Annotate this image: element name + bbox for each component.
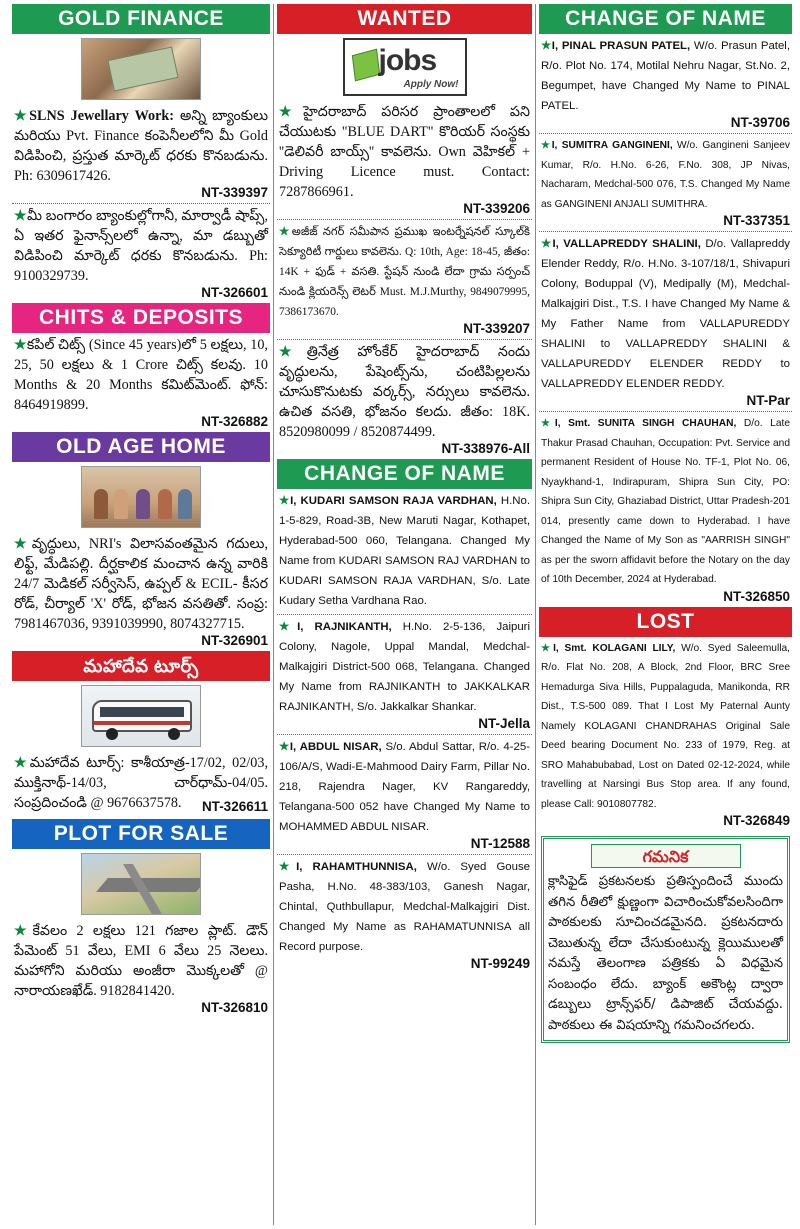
classified-ad: ★త్రినేత్ర హోంకేర్ హైదరాబాద్ నందు వృద్ధులను, పేషెంట్స్‌ను, చంటిపిల్లలను చూసుకొనుటకు వర్కర్స్, నర్సులు కావలెను. ఉచిత వసతి, భోజనం కలదు. జీతం: 18K. 8520980099 / 8520874499. — [279, 344, 530, 440]
section-header-chits: CHITS & DEPOSITS — [12, 303, 270, 333]
ad-code: NT-326901 — [201, 633, 268, 648]
star-icon: ★ — [279, 741, 290, 753]
classified-ad: ★I, Smt. SUNITA SINGH CHAUHAN, D/o. Late Thakur Prasad Chauhan, Occupation: Pvt. Service and permanent Resident of House No. TF-1, Plot No. 06, Nyaykhand-1, Indirapuram, Shipra Sun City, PO: Shipra Sun City, Ghaziabad District, Uttar Pradesh-201 014, presently came down to Hyderabad. I have Changed the Name of My Son as "AARRISH SINGH" as per the sworn affidavit before the Notary on the day of 10th December, 2024 at Hyderabad. — [541, 418, 790, 585]
classified-ad: ★I, KUDARI SAMSON RAJA VARDHAN, H.No. 1-5-829, Road-3B, New Maruti Nagar, Kothapet, Hyderabad-500 060, Telangana. Changed My Name from KUDARI SAMSON RAJ VARDHAN to KUDARI SAMSON RAJA VARDHAN, S/o. Late Kudary Setha Vardhana Rao. — [279, 495, 531, 607]
column-divider — [535, 4, 536, 1225]
notice-body: క్లాసిఫైడ్ ప్రకటనలకు ప్రతిస్పందించే ముందు తగిన రీతిలో క్షుణ్ణంగా విచారించుకోవలసిందిగా పాఠకులకు సూచించడమైనది. ప్రకటనదారు చెబుతున్న లేదా చేసుకుంటున్న క్లెయిములతో నమస్తే తెలంగాణ పత్రికకు ఏ విధమైన సంబంధం లేదు. బ్యాంక్ అకౌంట్ల ద్వారా డబ్బులు ట్రాన్స్‌ఫర్/ డిపాజిట్ చేయవద్దు. పాఠకులు ఈ విషయాన్ని గమనించగలరు. — [548, 874, 783, 1033]
section-header-plot-for-sale: PLOT FOR SALE — [12, 819, 270, 849]
ad-code: NT-326601 — [201, 285, 268, 300]
reader-notice-box — [541, 836, 790, 1043]
star-icon: ★ — [279, 621, 298, 633]
ad-code: NT-Par — [746, 393, 790, 408]
ad-code: NT-99249 — [470, 956, 530, 971]
section-header-lost: LOST — [539, 607, 792, 637]
classified-ad: ★I, Smt. KOLAGANI LILY, W/o. Syed Saleemulla, R/o. Flat No. 208, A Block, 2nd Floor, BRC Sree Hemadurga Siva Hills, Puppalaguda, Manikonda, RR Dist., T.S-500 089. That I Lost My Paternal Aunty Namely KOLAGANI CHANDRAHAS Original Sale Deed bearing Document No. 233 of 1979, Reg. at SRO Mahabubabad, Lost on Dated 02-12-2024, while travelling at Narsingi Bus Stop area. If any found, please Call: 9010807782. — [541, 642, 790, 810]
section-header-tours: మహాదేవ టూర్స్ — [12, 651, 270, 681]
classified-ad: ★SLNS Jewellary Work: అన్ని బ్యాంకులు మరియు Pvt. Finance కంపెనీలలోని మీ Gold విడిపించి, ప్రస్తుత మార్కెట్ ధరకు కొనబడును. Ph: 6309617426. — [14, 108, 268, 184]
classified-ad: ★I, RAJNIKANTH, H.No. 2-5-136, Jaipuri Colony, Nagole, Uppal Mandal, Medchal-Malkajgiri District-500 068, Telangana. Changed My Name from RAJNIKANTH to JAKKALKAR RAJNIKANTH, S/o. Jakkalkar Shankar. — [279, 621, 530, 713]
star-icon: ★ — [279, 861, 297, 873]
star-icon: ★ — [14, 108, 30, 124]
star-icon: ★ — [14, 208, 27, 224]
star-icon: ★ — [14, 337, 27, 353]
classified-ad: ★కేవలం 2 లక్షలు 121 గజాల ప్లాట్. డౌన్ పేమెంట్ 51 వేలు, EMI 6 వేలు 25 నెలలు. మహాగోని మరియు అంజీరా మొక్కలతో @ నారాయణఖేడ్. 9182841420. — [14, 923, 268, 999]
section-header-change-of-name: CHANGE OF NAME — [539, 4, 792, 34]
star-icon: ★ — [279, 104, 304, 120]
star-icon: ★ — [14, 755, 30, 771]
ad-code: NT-337351 — [723, 213, 790, 228]
classified-ad: ★వృద్ధులు, NRI's విలాసవంతమైన గదులు, లిఫ్ట్, మేడిపల్లి. దీర్ఘకాలిక మంచాన ఉన్న వారికి 24/7 మెడికల్ సర్వీసెస్, ఉప్పల్ & ECIL- కీసర రోడ్, చీర్యాల్ 'X' రోడ్, భోజన వసతితో. సంప్ర: 7981467036, 9391039990, 8074327715. — [14, 536, 268, 632]
ad-code: NT-326849 — [723, 813, 790, 828]
ad-code: NT-338976-All — [441, 441, 530, 456]
money-handover-photo — [81, 38, 201, 100]
classified-ad: ★I, SUMITRA GANGINENI, W/o. Gangineni Sanjeev Kumar, R/o. H.No. 6-26, F.No. 308, JP Nivas, Nacharam, Medchal-500 076, T.S. Changed My Name as GANGINENI ANJALI SUMITHRA. — [541, 140, 790, 210]
star-icon: ★ — [14, 536, 32, 552]
ad-code: NT-326850 — [723, 588, 790, 604]
star-icon: ★ — [541, 418, 555, 429]
ad-code: NT-339207 — [463, 321, 530, 336]
plot-layout-photo — [81, 853, 201, 915]
section-header-gold-finance: GOLD FINANCE — [12, 4, 270, 34]
ad-code: NT-Jella — [478, 716, 530, 731]
star-icon: ★ — [279, 226, 292, 238]
classified-ad: ★అజీజ్ నగర్ సమీపాన ప్రముఖ ఇంటర్నేషనల్ స్కూల్‌కి సెక్యూరిటీ గార్డులు కావలెను. Q: 10th, Age: 18-45, జీతం: 14K + ఫుడ్ + వసతి. స్టేషన్ నుండి లేదా గ్రామ సర్పంచ్ నుండి క్లియరెన్స్ లెటర్ Must. M.J.Murthy, 9849079995, 7386173670. — [279, 226, 530, 318]
tour-bus-photo — [81, 685, 201, 747]
section-header-change-of-name: CHANGE OF NAME — [277, 459, 532, 489]
star-icon: ★ — [541, 40, 552, 52]
column-right — [539, 4, 792, 1225]
column-left — [12, 4, 270, 1225]
classified-ad: ★I, ABDUL NISAR, S/o. Abdul Sattar, R/o. 4-25-106/A/S, Wadi-E-Mahmood Dairy Farm, Pillar No. 218, Rajendra Nager, KV Rangareddy, Telangana-500 052 have Changed My Name to MOHAMMED ABDUL NISAR. — [279, 741, 530, 833]
ad-code: NT-326611 — [201, 799, 268, 814]
star-icon: ★ — [541, 140, 552, 151]
classified-ad: ★హైదరాబాద్ పరిసర ప్రాంతాలలో పని చేయుటకు "BLUE DART" కొరియర్ సంస్థకు ''డెలివరీ బాయ్స్'' కావలెను. Own వెహికల్ + Driving Licence must. Contact: 7287866961. — [279, 104, 530, 200]
classified-ad: ★మీ బంగారం బ్యాంకుల్లోగానీ, మార్వాడీ షాప్స్, ఏ ఇతర ఫైనాన్స్‌లలో ఉన్నా, మా డబ్బుతో విడిపించి మార్కెట్ ధరకు కొనబడును. Ph: 9100329739. — [14, 208, 268, 284]
elderly-group-photo — [81, 466, 201, 528]
classified-ad: ★I, RAHAMTHUNNISA, W/o. Syed Gouse Pasha, H.No. 48-383/103, Ganesh Nagar, Chintal, Quthbullapur, Medchal-Malkajgiri Dist. Changed My Name as RAHAMATUNNISA all Record purpose. — [279, 861, 531, 953]
classified-ad: ★మహాదేవ టూర్స్: కాశీయాత్ర-17/02, 02/03, ముక్తినాథ్-14/03, చార్‌ధామ్-04/05. సంప్రదించండి @ 9676637578. NT-326611 — [12, 751, 270, 813]
ad-code: NT-326810 — [201, 1000, 268, 1015]
star-icon: ★ — [541, 642, 554, 654]
ad-code: NT-39706 — [730, 115, 790, 130]
star-icon: ★ — [279, 495, 291, 507]
ad-code: NT-12588 — [470, 836, 530, 851]
section-header-old-age-home: OLD AGE HOME — [12, 432, 270, 462]
star-icon: ★ — [279, 344, 307, 360]
column-divider — [273, 4, 274, 1225]
jobs-logo: jobs Apply Now! — [343, 38, 467, 96]
star-icon: ★ — [14, 923, 33, 939]
section-header-wanted: WANTED — [277, 4, 532, 34]
column-middle — [277, 4, 532, 1225]
classified-ad: ★I, VALLAPREDDY SHALINI, D/o. Vallapreddy Elender Reddy, R/o. H.No. 3-107/18/1, Shivapuri Colony, Boduppal (V), Medipally (M), Medchal-Malkajgiri Dist., T.S. I have Changed My Name & My Father Name from VALLAPUREDDY SHALINI to VALLAPREDDY SHALINI & VALLAPUREDDY ELENDER REDDY to VALLAPREDDY ELENDER REDDY. — [541, 238, 790, 390]
star-icon: ★ — [541, 238, 553, 250]
ad-code: NT-326882 — [201, 414, 268, 429]
ad-code: NT-339397 — [201, 185, 268, 200]
ad-code: NT-339206 — [463, 201, 530, 216]
classified-ad: ★I, PINAL PRASUN PATEL, W/o. Prasun Patel, R/o. Plot No. 174, Motilal Nehru Nagar, St.No. 2, Begumpet, have Changed My Name to PINAL PATEL. — [541, 40, 790, 112]
notice-title: గమనిక — [591, 844, 741, 868]
classified-ad: ★కపిల్ చిట్స్ (Since 45 years)లో 5 లక్షలు, 10, 25, 50 లక్షలు & 1 Crore చిట్స్ కలవు. 10 Months & 20 Months కమిట్‌మెంట్. ఫోన్: 8464919899. — [14, 337, 268, 413]
